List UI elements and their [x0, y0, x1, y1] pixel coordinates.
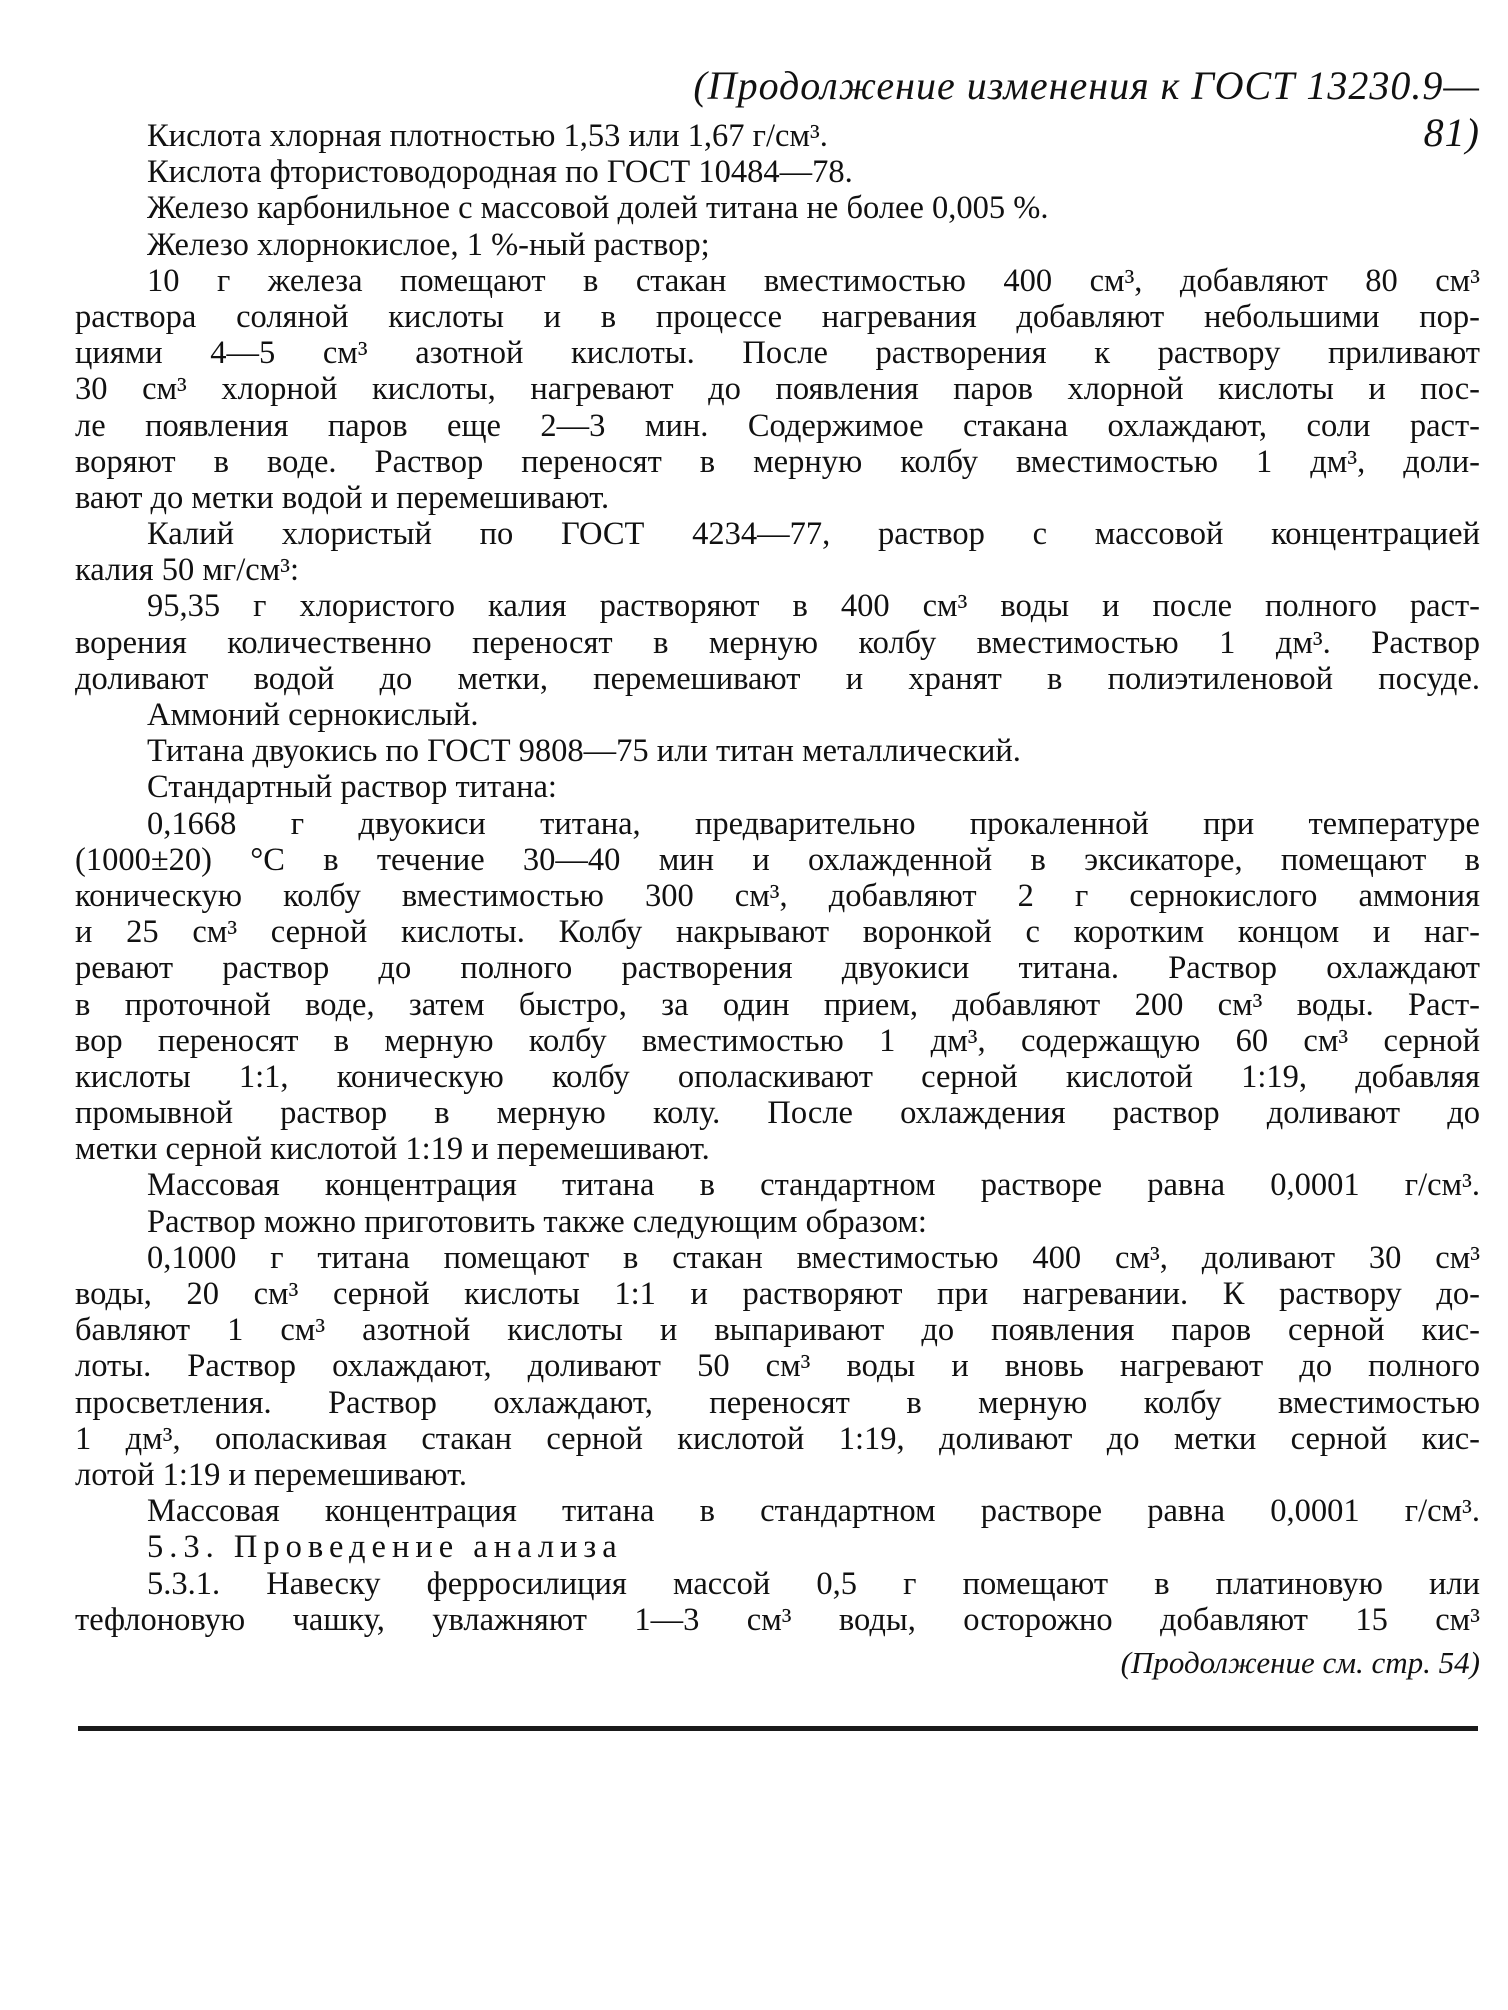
text-line: 30 см³ хлорной кислоты, нагревают до появления паров хлорной кислоты и пос-	[75, 371, 1480, 408]
footer-continuation-note: (Продолжение см. стр. 54)	[1120, 1645, 1480, 1680]
text-line: Кислота хлорная плотностью 1,53 или 1,67 г/см³.	[147, 118, 828, 154]
text-line: Титана двуокись по ГОСТ 9808—75 или титан металлический.	[147, 733, 1021, 770]
text-line: 0,1000 г титана помещают в стакан вместимостью 400 см³, доливают 30 см³	[147, 1239, 1480, 1276]
text-line: Железо хлорнокислое, 1 %-ный раствор;	[147, 226, 710, 263]
text-line: бавляют 1 см³ азотной кислоты и выпаривают до появления паров серной кис-	[75, 1312, 1480, 1349]
text-line: ревают раствор до полного растворения двуокиси титана. Раствор охлаждают	[75, 950, 1480, 987]
text-line: вают до метки водой и перемешивают.	[75, 479, 610, 516]
text-line: лотой 1:19 и перемешивают.	[75, 1456, 467, 1493]
text-line: воряют в воде. Раствор переносят в мерную колбу вместимостью 1 дм³, доли-	[75, 443, 1480, 480]
text-line: 95,35 г хлористого калия растворяют в 400 см³ воды и после полного раст-	[147, 588, 1480, 625]
document-body	[75, 118, 1480, 1638]
text-line: лоты. Раствор охлаждают, доливают 50 см³ воды и вновь нагревают до полного	[75, 1348, 1480, 1385]
text-line: в проточной воде, затем быстро, за один прием, добавляют 200 см³ воды. Раст-	[75, 986, 1480, 1023]
text-line: ле появления паров еще 2—3 мин. Содержимое стакана охлаждают, соли раст-	[75, 407, 1480, 444]
text-line: ворения количественно переносят в мерную колбу вместимостью 1 дм³. Раствор	[75, 624, 1480, 661]
text-line: кислоты 1:1, коническую колбу ополаскивают серной кислотой 1:19, добавляя	[75, 1058, 1480, 1095]
text-line: Раствор можно приготовить также следующим образом:	[147, 1203, 927, 1240]
text-line: промывной раствор в мерную колу. После охлаждения раствор доливают до	[75, 1095, 1480, 1132]
page-header-continuation: (Продолжение изменения к ГОСТ 13230.9—81)	[693, 63, 1480, 155]
text-line: 5.3. Проведение анализа	[147, 1529, 623, 1566]
text-line: раствора соляной кислоты и в процессе нагревания добавляют небольшими пор-	[75, 298, 1480, 335]
text-line: Аммоний сернокислый.	[147, 697, 479, 733]
text-line: 10 г железа помещают в стакан вместимостью 400 см³, добавляют 80 см³	[147, 262, 1480, 299]
text-line: 5.3.1. Навеску ферросилиция массой 0,5 г помещают в платиновую или	[147, 1565, 1480, 1602]
text-line: калия 50 мг/см³:	[75, 552, 300, 589]
text-line: циями 4—5 см³ азотной кислоты. После растворения к раствору приливают	[75, 335, 1480, 372]
text-line: Массовая концентрация титана в стандартном растворе равна 0,0001 г/см³.	[147, 1167, 1480, 1204]
text-line: просветления. Раствор охлаждают, переносят в мерную колбу вместимостью	[75, 1384, 1480, 1421]
text-line: воды, 20 см³ серной кислоты 1:1 и растворяют при нагревании. К раствору до-	[75, 1276, 1480, 1312]
text-line: и 25 см³ серной кислоты. Колбу накрывают воронкой с коротким концом и наг-	[75, 914, 1480, 951]
text-line: Кислота фтористоводородная по ГОСТ 10484—78.	[147, 154, 853, 191]
text-line: Массовая концентрация титана в стандартном растворе равна 0,0001 г/см³.	[147, 1493, 1480, 1530]
text-line: метки серной кислотой 1:19 и перемешивают.	[75, 1131, 710, 1168]
text-line: Железо карбонильное с массовой долей титана не более 0,005 %.	[147, 190, 1049, 227]
text-line: доливают водой до метки, перемешивают и хранят в полиэтиленовой посуде.	[75, 660, 1480, 697]
text-line: Стандартный раствор титана:	[147, 769, 557, 806]
page-divider-rule	[78, 1726, 1478, 1731]
text-line: 1 дм³, ополаскивая стакан серной кислотой 1:19, доливают до метки серной кис-	[75, 1420, 1480, 1457]
text-line: (1000±20) °С в течение 30—40 мин и охлажденной в эксикаторе, помещают в	[75, 841, 1480, 878]
text-line: вор переносят в мерную колбу вместимостью 1 дм³, содержащую 60 см³ серной	[75, 1022, 1480, 1059]
text-line: тефлоновую чашку, увлажняют 1—3 см³ воды, осторожно добавляют 15 см³	[75, 1601, 1480, 1638]
text-line: 0,1668 г двуокиси титана, предварительно прокаленной при температуре	[147, 805, 1480, 842]
text-line: коническую колбу вместимостью 300 см³, добавляют 2 г сернокислого аммония	[75, 877, 1480, 914]
text-line: Калий хлористый по ГОСТ 4234—77, раствор с массовой концентрацией	[147, 516, 1480, 553]
